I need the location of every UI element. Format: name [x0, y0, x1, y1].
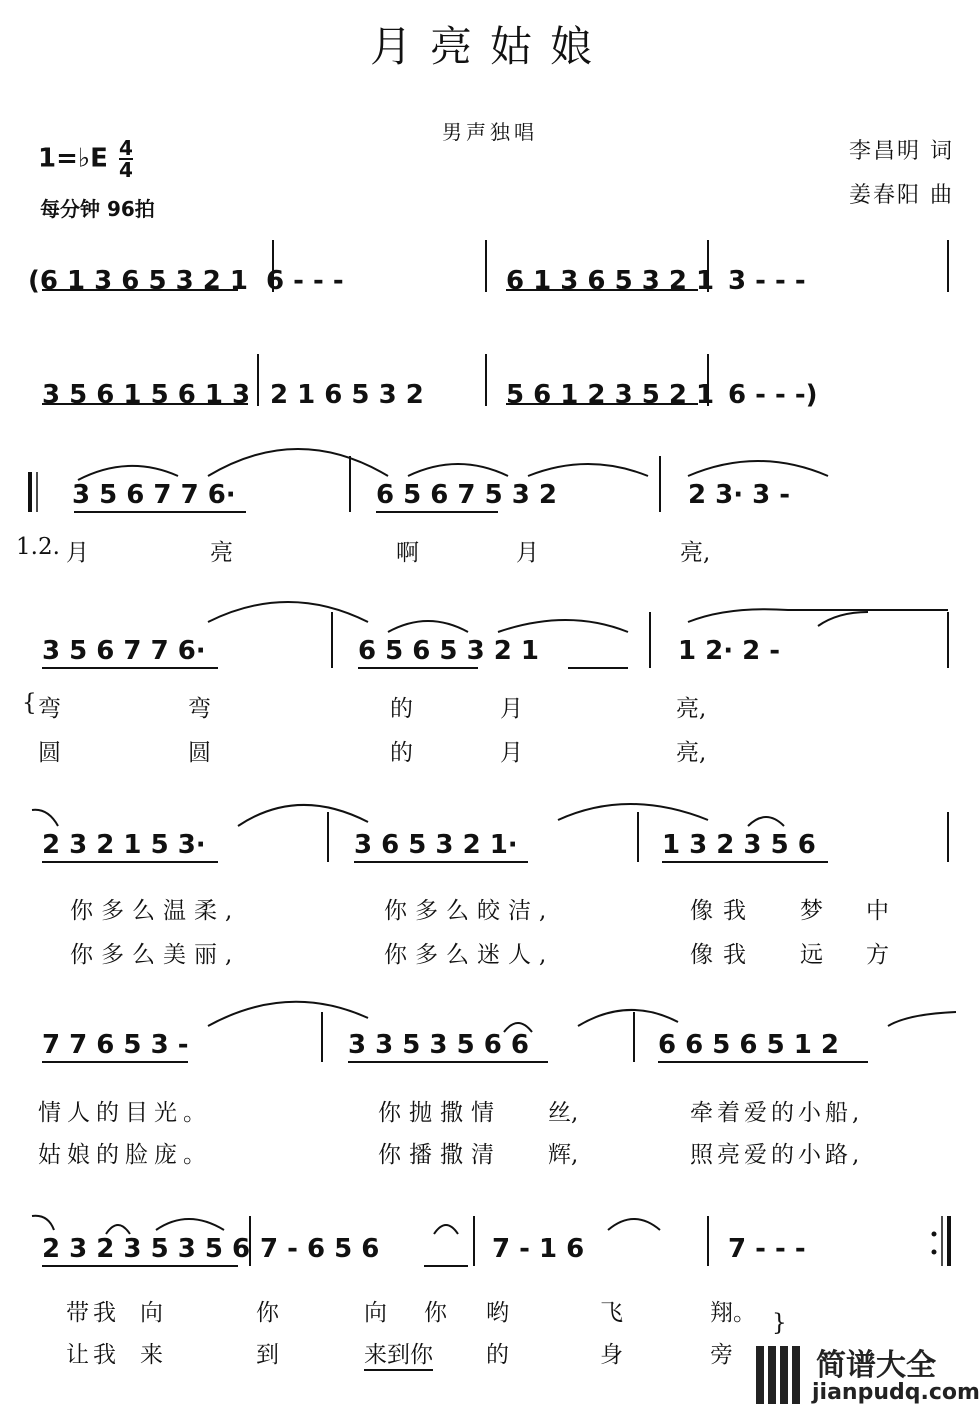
lyric: 中	[866, 898, 889, 924]
measure: 3 5 6 1 5 6 1 3	[42, 380, 251, 410]
time-bottom: 4	[118, 158, 133, 182]
lyrics-line-6b	[0, 1136, 980, 1176]
lyric: 你多么皎洁,	[384, 898, 555, 924]
key-label: 1=♭E	[38, 143, 108, 174]
lyric: 亮,	[676, 740, 707, 766]
measure: 6 1 3 6 5 3 2 1	[506, 266, 715, 296]
score-line-7	[28, 1200, 956, 1280]
measure: 2 3 2 3 5 3 5 6	[42, 1234, 251, 1264]
lyric: 梦	[800, 898, 823, 924]
score-line-4	[28, 602, 956, 682]
lyric: 亮,	[680, 540, 711, 566]
score-line-3	[28, 446, 956, 526]
measure: 3 3 5 3 5 6 6	[348, 1030, 529, 1060]
lyric: 的	[390, 696, 413, 722]
lyric: 月	[66, 540, 89, 566]
site-watermark	[754, 1340, 980, 1412]
composer-credit: 姜春阳 曲	[849, 183, 954, 208]
lyric: 弯	[38, 696, 61, 722]
measure: 6 6 5 6 5 1 2	[658, 1030, 839, 1060]
measure: 7 - 6 5 6	[260, 1234, 380, 1264]
watermark-name: 简谱大全	[816, 1348, 936, 1383]
lyric: 你	[424, 1300, 447, 1326]
lyric: 远	[800, 942, 823, 968]
lyric: 丝,	[548, 1100, 579, 1126]
verse-brace: {	[22, 690, 37, 716]
lyric: 翔。	[710, 1300, 756, 1326]
measure: 3 5 6 7 7 6·	[42, 636, 206, 666]
measure: 6 - - -	[266, 266, 344, 296]
lyric: 到	[256, 1342, 279, 1368]
measure: 5 6 1 2 3 5 2 1	[506, 380, 715, 410]
measure: 2 3· 3 -	[688, 480, 791, 510]
verse-number: 1.2.	[16, 534, 60, 560]
lyric: 你播撒清	[378, 1142, 502, 1168]
lyric: 旁	[710, 1342, 733, 1368]
lyric: 向	[140, 1300, 163, 1326]
time-top: 4	[118, 136, 133, 160]
lyric: 弯	[188, 696, 211, 722]
measure: 1 3 2 3 5 6	[662, 830, 816, 860]
verse-brace: }	[772, 1310, 787, 1336]
lyrics-line-7a	[0, 1294, 980, 1334]
measure: 7 7 6 5 3 -	[42, 1030, 189, 1060]
lyric: 月	[516, 540, 539, 566]
lyric: 像我	[690, 898, 756, 924]
measure: 1 2· 2 -	[678, 636, 781, 666]
lyric: 来到你	[364, 1336, 433, 1371]
lyrics-line-3	[0, 534, 980, 574]
score-line-1	[28, 232, 956, 312]
measure: 7 - 1 6	[492, 1234, 585, 1264]
lyric: 情人的目光。	[38, 1100, 212, 1126]
lyric: 飞	[600, 1300, 623, 1326]
lyric: 你	[256, 1300, 279, 1326]
lyric: 你多么温柔,	[70, 898, 241, 924]
lyric: 身	[600, 1342, 623, 1368]
measure: 6 5 6 5 3 2 1	[358, 636, 539, 666]
watermark-url: jianpudq.com	[812, 1380, 980, 1405]
lyric: 的	[390, 740, 413, 766]
lyricist-credit: 李昌明 词	[849, 139, 954, 164]
song-title: 月亮姑娘	[369, 22, 610, 71]
lyrics-line-6a	[0, 1094, 980, 1134]
measure: 3 6 5 3 2 1·	[354, 830, 518, 860]
lyrics-line-5a	[0, 892, 980, 932]
lyric: 你多么美丽,	[70, 942, 241, 968]
lyric: 哟	[486, 1300, 509, 1326]
piano-keys-icon	[754, 1342, 810, 1408]
measure: 6 - - -)	[728, 380, 818, 410]
tempo-marking: 每分钟 96拍	[40, 197, 155, 221]
performance-type: 男声独唱	[442, 120, 538, 144]
lyric: 牵着爱的小船,	[690, 1100, 864, 1126]
score-line-5	[28, 796, 956, 876]
lyric: 圆	[38, 740, 61, 766]
lyric: 来	[140, 1342, 163, 1368]
lyric: 亮,	[676, 696, 707, 722]
lyric: 带我	[66, 1300, 120, 1326]
lyric: 向	[364, 1300, 387, 1326]
lyric: 像我	[690, 942, 756, 968]
lyric: 圆	[188, 740, 211, 766]
measure: (6 1 3 6 5 3 2 1	[28, 266, 248, 296]
lyrics-line-4a	[0, 690, 980, 730]
key-signature	[38, 138, 133, 180]
lyric: 你抛撒情	[378, 1100, 502, 1126]
measure: 7 - - -	[728, 1234, 806, 1264]
lyric: 亮	[210, 540, 233, 566]
lyric: 方	[866, 942, 889, 968]
measure: 3 5 6 7 7 6·	[72, 480, 236, 510]
lyric: 的	[486, 1342, 509, 1368]
lyric: 照亮爱的小路,	[690, 1142, 864, 1168]
lyric: 月	[500, 740, 523, 766]
lyric: 姑娘的脸庞。	[38, 1142, 212, 1168]
lyric: 你多么迷人,	[384, 942, 555, 968]
measure: 3 - - -	[728, 266, 806, 296]
lyric: 让我	[66, 1342, 120, 1368]
score-line-6	[28, 996, 956, 1076]
measure: 2 1 6 5 3 2	[270, 380, 424, 410]
lyrics-line-4b	[0, 734, 980, 774]
lyric: 啊	[396, 540, 419, 566]
lyrics-line-5b	[0, 936, 980, 976]
measure: 2 3 2 1 5 3·	[42, 830, 206, 860]
measure: 6 5 6 7 5 3 2	[376, 480, 557, 510]
lyric: 辉,	[548, 1142, 579, 1168]
lyric: 月	[500, 696, 523, 722]
score-line-2	[28, 346, 956, 426]
